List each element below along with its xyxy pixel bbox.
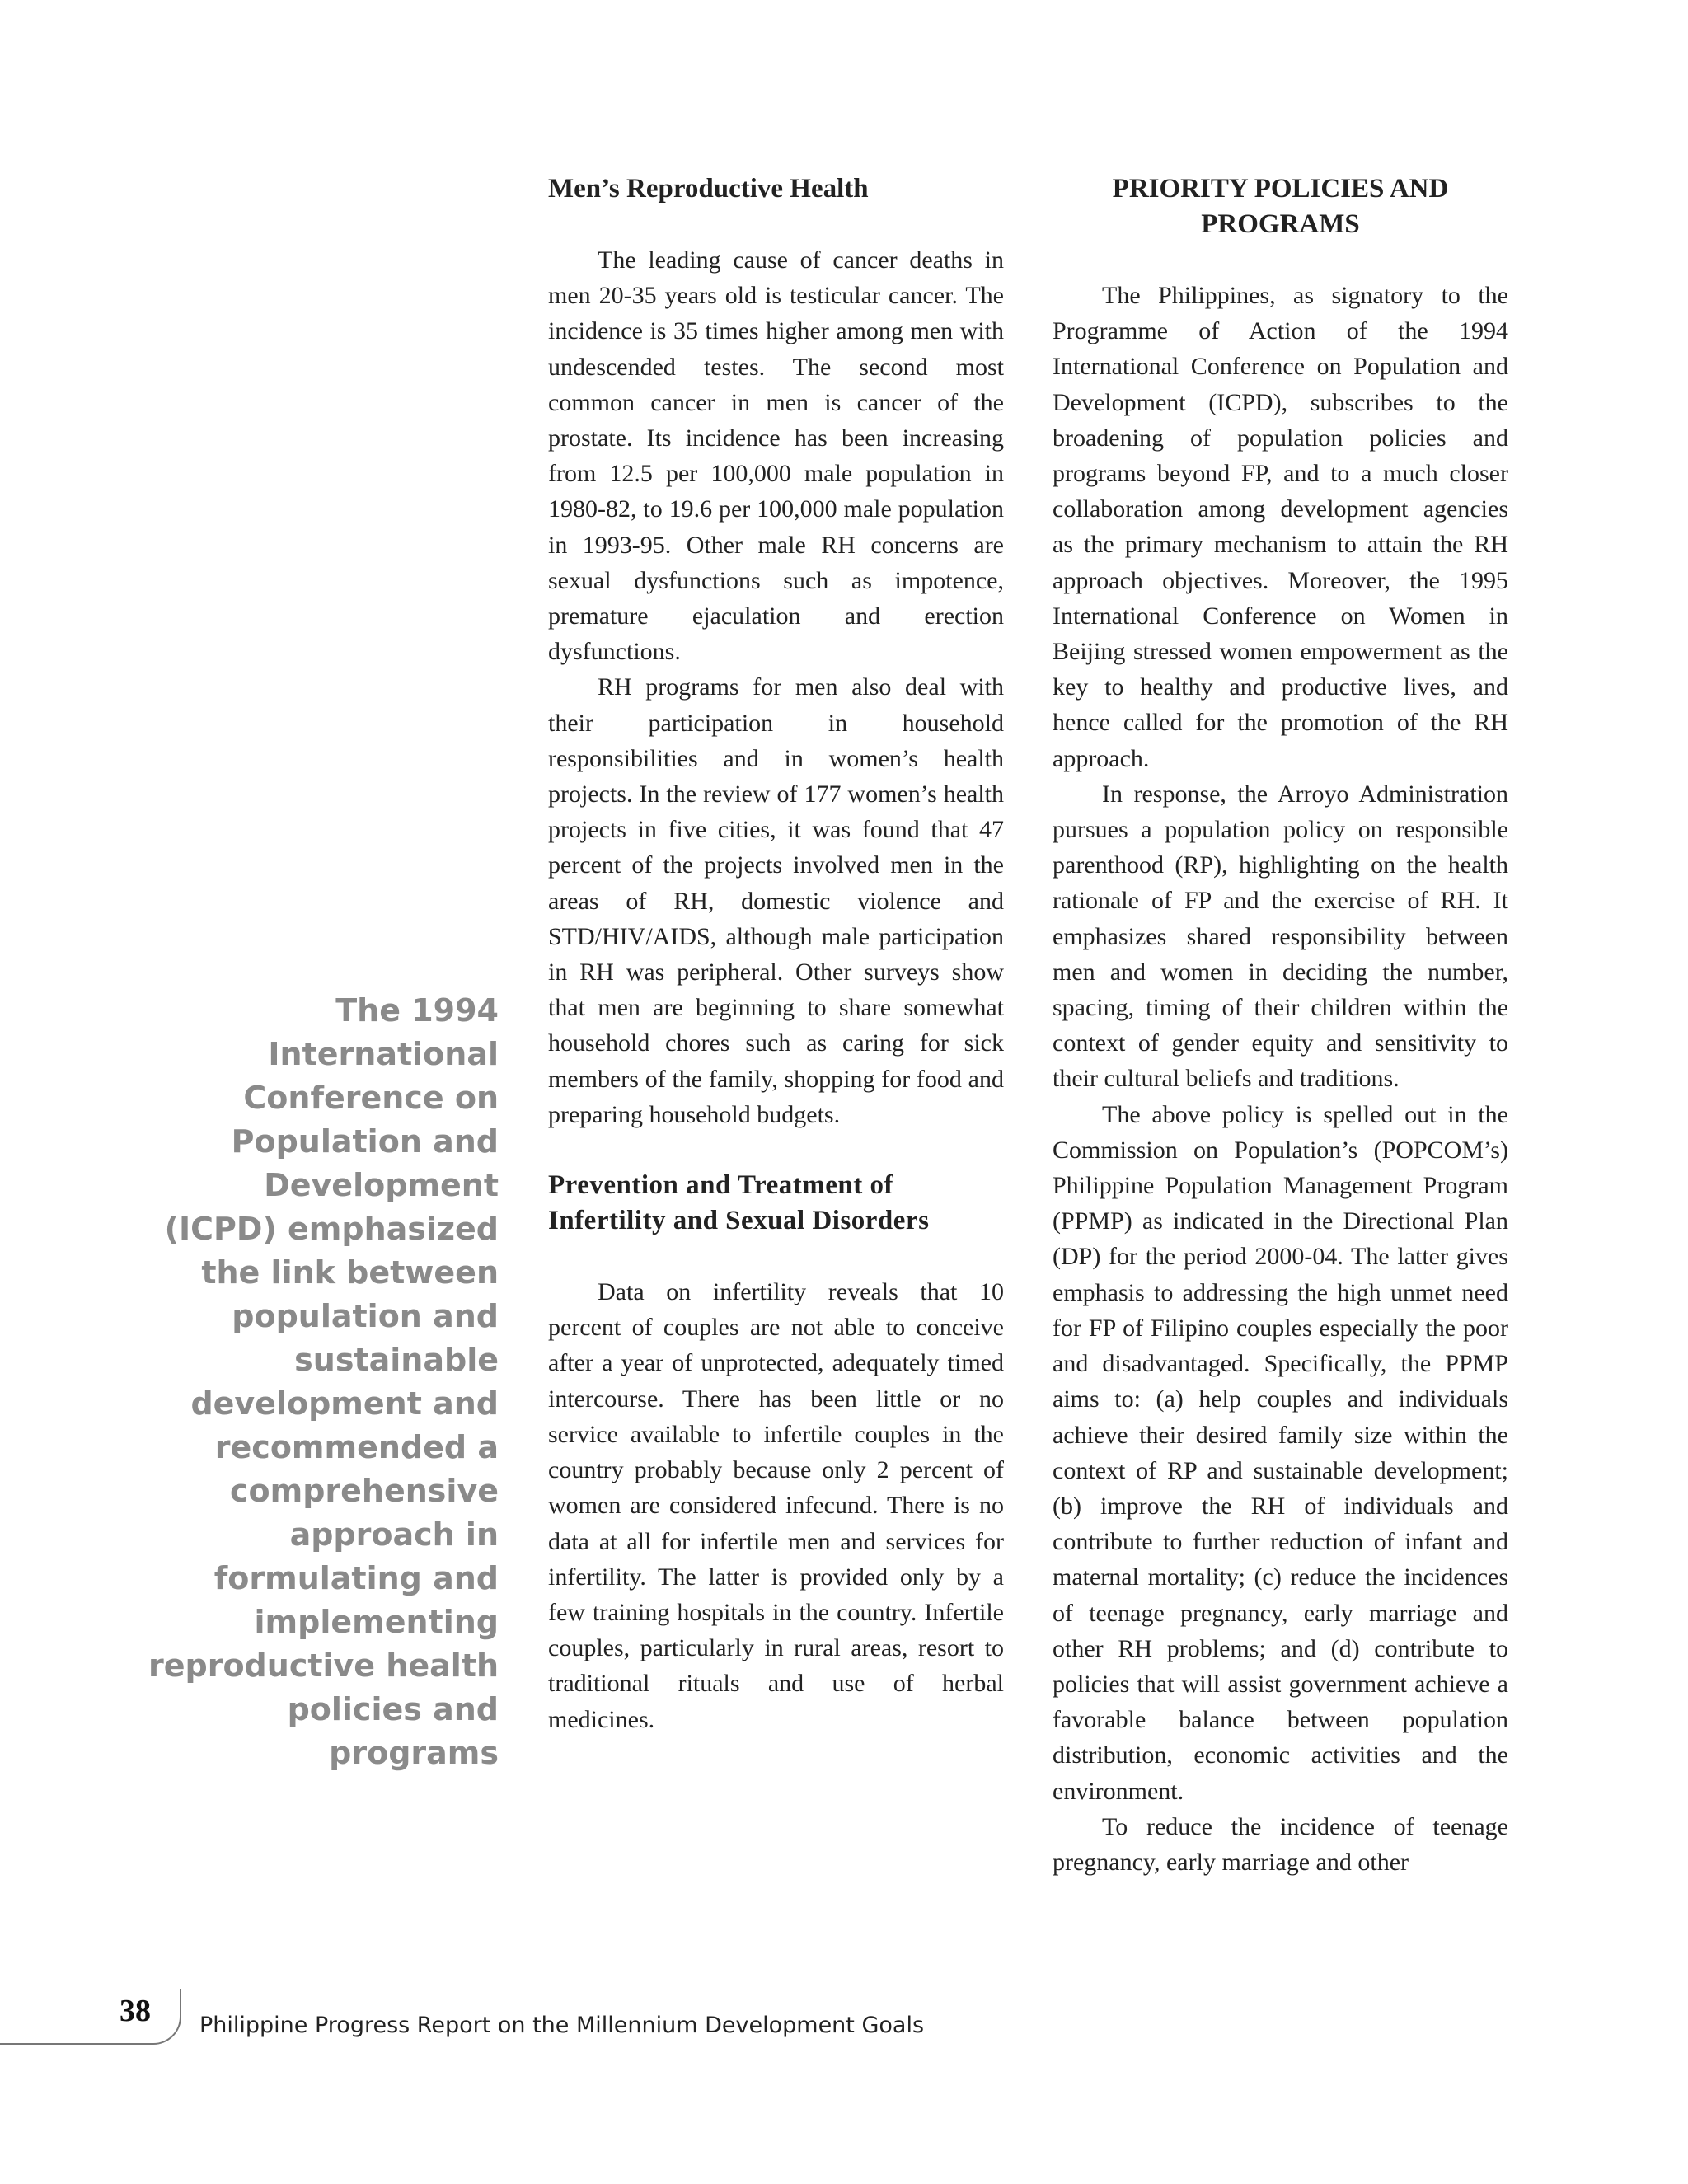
paragraph: To reduce the incidence of teenage pregnancy, early marriage and other <box>1053 1812 1508 1876</box>
page-number-tab <box>0 1989 181 2045</box>
pull-quote-line: (ICPD) emphasized <box>164 1211 499 1247</box>
section-heading-infertility: Prevention and Treatment of Infertility and Sexual Disorders <box>548 1170 930 1236</box>
right-column <box>1053 171 1508 1880</box>
pull-quote-line: sustainable <box>294 1342 499 1378</box>
pull-quote-line: recommended a <box>214 1429 499 1465</box>
paragraph: The leading cause of cancer deaths in men 20-35 years old is testicular cancer. The incidence is 35 times higher among men with undescended testes. The second most common cancer in men is cancer of the prostate. Its incidence has been increasing from 12.5 per 100,000 male population in 1980-82, to 19.6 per 100,000 male population in 1993-95. Other male RH concerns are sexual dysfunctions such as impotence, premature ejaculation and erection dysfunctions. <box>548 246 1004 666</box>
pull-quote-line: Conference on <box>243 1080 499 1116</box>
paragraph: The above policy is spelled out in the Commission on Population’s (POPCOM’s) Philippine Population Management Program (PPMP) as indicated in the Directional Plan (DP) for the period 2000-04. The latter gives emphasis to addressing the high unmet need for FP of Filipino couples especially the poor and disadvantaged. Specifically, the PPMP aims to: (a) help couples and individuals achieve their desired family size within the context of RP and sustainable development; (b) improve the RH of individuals and contribute to further reduction of infant and maternal mortality; (c) reduce the incidences of teenage pregnancy, early marriage and other RH problems; and (d) contribute to policies that will assist government achieve a favorable balance between population distribution, economic activities and the environment. <box>1053 1100 1508 1805</box>
pull-quote-line: formulating and <box>213 1560 499 1596</box>
middle-column <box>548 171 1004 1737</box>
pull-quote <box>148 989 499 1775</box>
paragraph: Data on infertility reveals that 10 percent of couples are not able to conceive after a year of unprotected, adequately timed intercourse. There has been little or no service available to infertile couples in the country probably because only 2 percent of women are considered infecund. There is no data at all for infertile men and services for infertility. The latter is provided only by a few training hospitals in the country. Infertile couples, particularly in rural areas, resort to traditional rituals and use of herbal medicines. <box>548 1278 1004 1733</box>
section-heading-priority-policies: PRIORITY POLICIES AND PROGRAMS <box>1112 174 1449 239</box>
pull-quote-line: comprehensive <box>229 1473 499 1509</box>
page-number: 38 <box>120 1994 151 2028</box>
pull-quote-line: implementing <box>254 1604 499 1640</box>
section-heading-mens-health: Men’s Reproductive Health <box>548 174 869 204</box>
pull-quote-line: policies and <box>287 1691 499 1727</box>
pull-quote-line: population and <box>232 1298 499 1334</box>
pull-quote-line: reproductive health <box>148 1647 499 1684</box>
pull-quote-line: approach in <box>289 1516 499 1553</box>
paragraph: The Philippines, as signatory to the Programme of Action of the 1994 International Conference on Population and Development (ICPD), subscribes to the broadening of population policies and programs beyond FP, and to a much closer collaboration among development agencies as the primary mechanism to attain the RH approach objectives. Moreover, the 1995 International Conference on Women in Beijing stressed women empowerment as the key to healthy and productive lives, and hence called for the promotion of the RH approach. <box>1053 282 1508 772</box>
paragraph: In response, the Arroyo Administration pursues a population policy on responsible parenthood (RP), highlighting on the health rationale of FP and the exercise of RH. It emphasizes shared responsibility between men and women in deciding the number, spacing, timing of their children within the context of gender equity and sensitivity to their cultural beliefs and traditions. <box>1053 780 1508 1093</box>
pull-quote-line: The 1994 <box>335 992 499 1029</box>
pull-quote-line: the link between <box>201 1254 499 1291</box>
pull-quote-line: Population and <box>231 1123 499 1160</box>
pull-quote-line: programs <box>329 1735 499 1771</box>
running-footer-title: Philippine Progress Report on the Millennium Development Goals <box>199 2013 925 2038</box>
pull-quote-line: development and <box>190 1385 499 1422</box>
pull-quote-line: International <box>268 1036 499 1072</box>
paragraph: RH programs for men also deal with their participation in household responsibilities and in women’s health projects. In the review of 177 women’s health projects in five cities, it was found that 47 percent of the projects involved men in the areas of RH, domestic violence and STD/HIV/AIDS, although male participation in RH was peripheral. Other surveys show that men are beginning to share somewhat household chores such as caring for sick members of the family, shopping for food and preparing household budgets. <box>548 673 1004 1128</box>
pull-quote-line: Development <box>264 1167 499 1203</box>
